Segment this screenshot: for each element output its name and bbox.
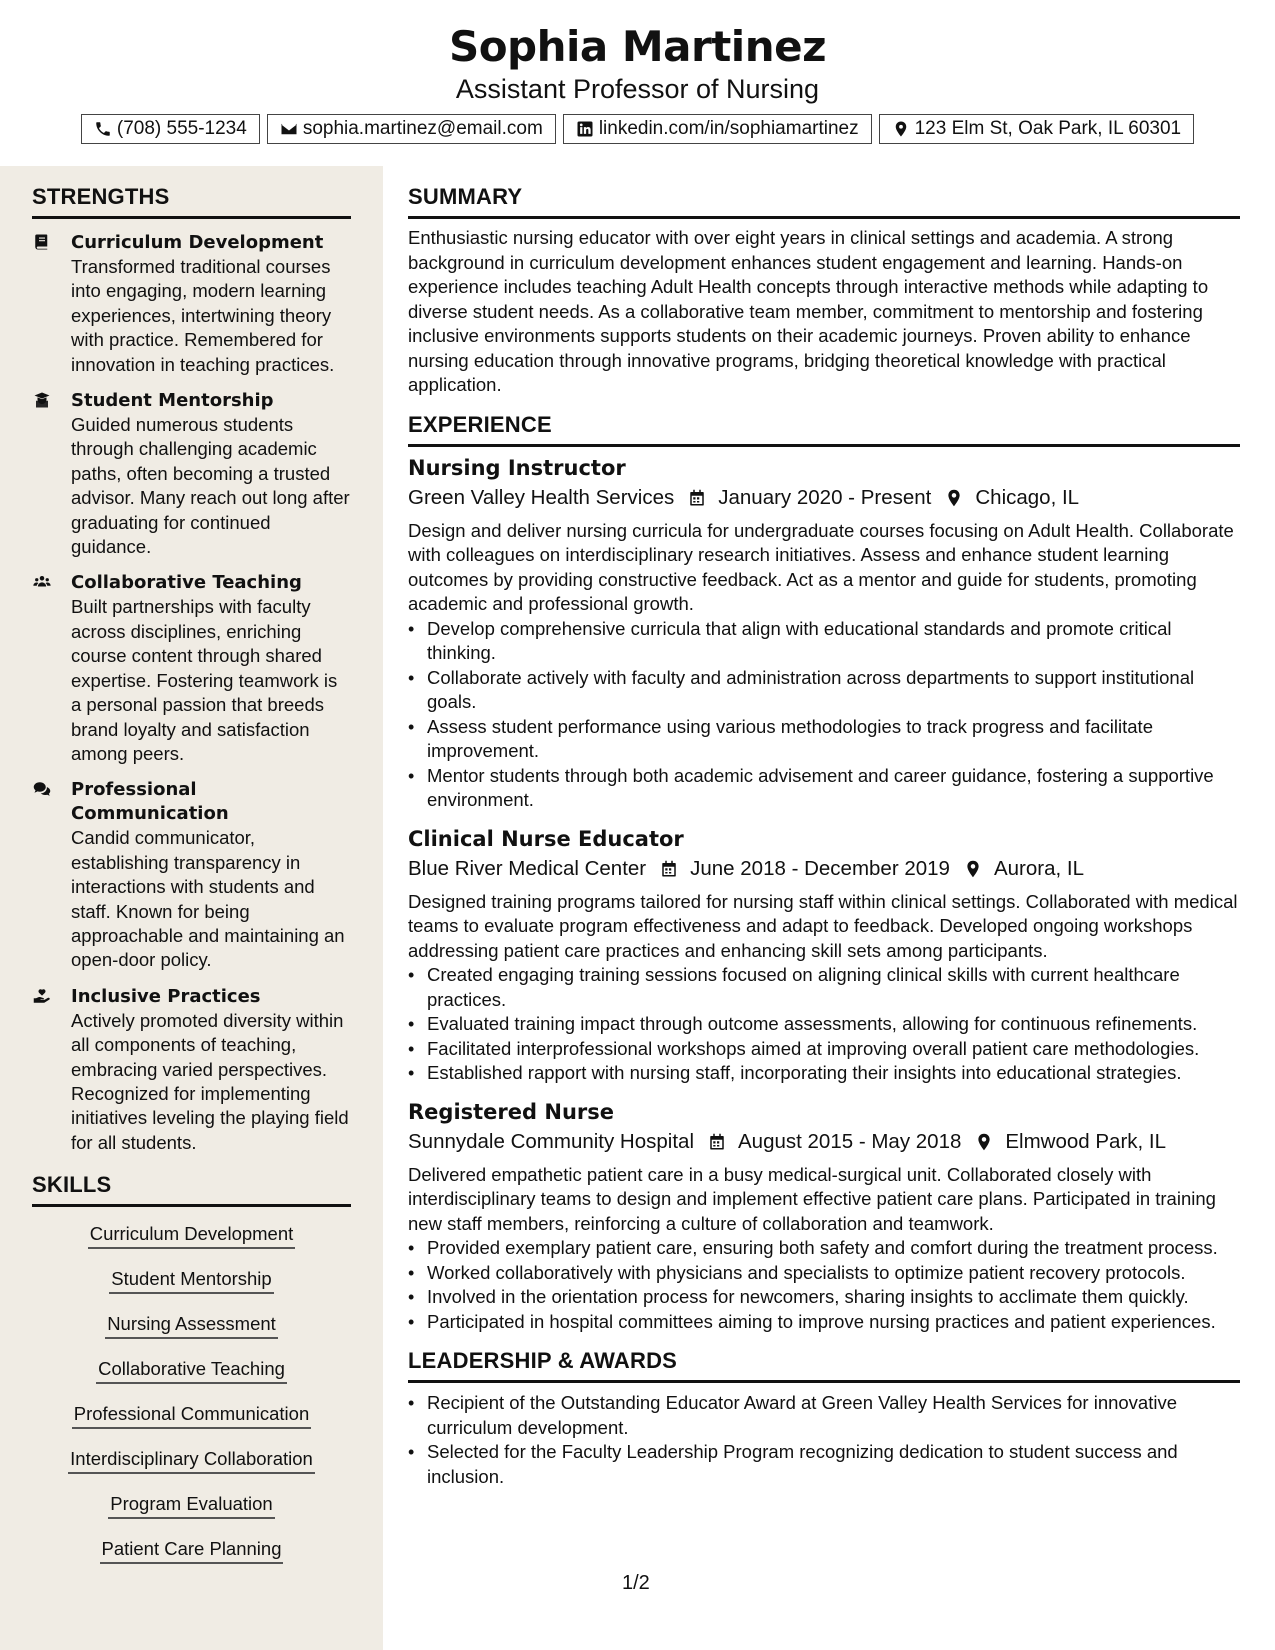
address-text: 123 Elm St, Oak Park, IL 60301: [914, 118, 1182, 139]
job-description: Delivered empathetic patient care in a busy medical-surgical unit. Collaborated closely with interdisciplinary teams to design and implement effective patient care plans. Participated in training new staff members, reinforcing a culture of collaboration and teamwork.: [408, 1163, 1216, 1234]
strength-desc: Candid communicator, establishing transparency in interactions with students and staff. Known for being approachable and maintaining an open-door policy.: [71, 827, 345, 971]
job-dates: June 2018 - December 2019: [690, 856, 950, 880]
phone-icon: [94, 120, 112, 138]
job-location: Elmwood Park, IL: [1005, 1129, 1167, 1153]
list-item: • Established rapport with nursing staff, incorporating their insights into educational strategies.: [408, 1061, 1240, 1086]
strength-item: [32, 778, 352, 972]
job-dates: January 2020 - Present: [718, 485, 932, 509]
leadership-list: [408, 1391, 1240, 1489]
calendar-icon: [660, 859, 678, 879]
strength-item: [32, 571, 352, 766]
skill-tag: Curriculum Development: [88, 1221, 296, 1249]
strength-item: [32, 231, 352, 377]
job-company: Blue River Medical Center: [408, 856, 647, 880]
candidate-headline: Assistant Professor of Nursing: [455, 74, 820, 104]
email-text: sophia.martinez@email.com: [302, 118, 543, 139]
summary-title: SUMMARY: [408, 184, 1240, 219]
list-item: • Selected for the Faculty Leadership Program recognizing dedication to student success and inclusion.: [408, 1440, 1240, 1489]
skills-section: [0, 1172, 383, 1581]
envelope-icon: [280, 120, 298, 138]
strength-title: Curriculum Development: [71, 232, 324, 253]
skill-tag: Patient Care Planning: [100, 1536, 284, 1564]
skill-tag: Student Mentorship: [109, 1266, 273, 1294]
list-item: • Created engaging training sessions focused on aligning clinical skills with current healthcare practices.: [408, 963, 1240, 1012]
strengths-title: STRENGTHS: [32, 184, 351, 219]
skill-tag: Professional Communication: [72, 1401, 311, 1429]
job-entry: [408, 1097, 1240, 1335]
job-dates: August 2015 - May 2018: [738, 1129, 962, 1153]
strength-item: [32, 389, 352, 559]
strength-desc: Actively promoted diversity within all components of teaching, embracing varied perspectives. Recognized for implementing initiatives leveling the playing field for all students.: [71, 1009, 349, 1153]
strength-title: Student Mentorship: [71, 390, 274, 412]
calendar-icon: [708, 1132, 726, 1152]
leadership-title: LEADERSHIP & AWARDS: [408, 1348, 1240, 1383]
job-description: Design and deliver nursing curricula for undergraduate courses focusing on Adult Health. Collaborate with colleagues on interdisciplinary research initiatives. Assess and enhance student learning outcomes by providing constructive feedback. Act as a mentor and guide for students, promoting academic and professional growth.: [408, 519, 1234, 614]
experience-title: EXPERIENCE: [408, 412, 1240, 447]
job-bullets: [408, 617, 1240, 813]
skills-list: [0, 1221, 383, 1581]
skill-tag: Program Evaluation: [108, 1491, 274, 1519]
resume-header: [0, 0, 1275, 166]
strengths-section: [0, 184, 383, 1155]
job-company: Sunnydale Community Hospital: [408, 1129, 694, 1153]
list-item: • Recipient of the Outstanding Educator Award at Green Valley Health Services for innovative curriculum development.: [408, 1391, 1240, 1440]
job-entry: [408, 453, 1240, 813]
list-item: • Collaborate actively with faculty and administration across departments to support institutional goals.: [408, 666, 1240, 715]
strength-title: Inclusive Practices: [71, 985, 261, 1007]
experience-section: [408, 412, 1240, 1335]
leadership-section: [408, 1348, 1240, 1489]
location-pin-icon: [975, 1132, 993, 1152]
summary-text: Enthusiastic nursing educator with over eight years in clinical settings and academia. A strong background in curriculum development enhances student engagement and learning. Hands-on experience includes teaching Adult Health concepts through interactive methods while adapting to diverse student needs. As a collaborative team member, commitment to mentorship and fostering inclusive environments supports students on their academic journeys. Proven ability to enhance nursing education through innovative programs, bridging theoretical knowledge with practical application.: [408, 227, 1209, 395]
sidebar: [0, 166, 383, 1650]
strength-item: [32, 985, 352, 1155]
job-meta: [408, 854, 1240, 884]
job-entry: [408, 824, 1240, 1086]
job-bullets: [408, 963, 1240, 1086]
users-icon: [32, 573, 54, 593]
location-pin-icon: [892, 120, 910, 138]
location-pin-icon: [964, 859, 982, 879]
calendar-icon: [688, 488, 706, 508]
job-location: Aurora, IL: [993, 856, 1084, 880]
strength-desc: Built partnerships with faculty across disciplines, enriching course content through shared expertise. Fostering teamwork is a personal passion that breeds brand loyalty and satisfaction among peers.: [71, 596, 338, 764]
comments-icon: [32, 780, 54, 800]
contact-bar: [0, 114, 1275, 144]
strength-title: Professional Communication: [71, 779, 229, 825]
job-bullets: [408, 1236, 1240, 1334]
contact-email[interactable]: [267, 114, 556, 144]
list-item: • Facilitated interprofessional workshops aimed at improving overall patient care methodologies.: [408, 1037, 1240, 1062]
hand-holding-heart-icon: [32, 987, 54, 1007]
job-company: Green Valley Health Services: [408, 485, 675, 509]
candidate-name: Sophia Martinez: [448, 22, 827, 71]
list-item: • Participated in hospital committees aiming to improve nursing practices and patient experiences.: [408, 1310, 1240, 1335]
contact-phone[interactable]: [81, 114, 260, 144]
linkedin-text: linkedin.com/in/sophiamartinez: [598, 118, 859, 139]
strength-desc: Guided numerous students through challenging academic paths, often becoming a trusted advisor. Many reach out long after graduating for continued guidance.: [71, 414, 350, 558]
skill-tag: Interdisciplinary Collaboration: [68, 1446, 315, 1474]
job-meta: [408, 483, 1240, 513]
linkedin-icon: [576, 120, 594, 138]
strength-title: Collaborative Teaching: [71, 572, 302, 594]
list-item: • Evaluated training impact through outcome assessments, allowing for continuous refinements.: [408, 1012, 1240, 1037]
list-item: • Develop comprehensive curricula that align with educational standards and promote critical thinking.: [408, 617, 1240, 666]
graduate-icon: [32, 391, 54, 411]
strength-desc: Transformed traditional courses into engaging, modern learning experiences, intertwining theory with practice. Remembered for innovation in teaching practices.: [71, 256, 335, 375]
list-item: • Provided exemplary patient care, ensuring both safety and comfort during the treatment process.: [408, 1236, 1240, 1261]
job-meta: [408, 1127, 1240, 1157]
skill-tag: Collaborative Teaching: [96, 1356, 287, 1384]
contact-linkedin[interactable]: [563, 114, 872, 144]
job-title: Registered Nurse: [408, 1099, 614, 1124]
page-number: 1/2: [622, 1572, 650, 1594]
phone-text: (708) 555-1234: [116, 118, 247, 139]
book-icon: [32, 233, 54, 253]
job-description: Designed training programs tailored for nursing staff within clinical settings. Collaborated with medical teams to evaluate program effectiveness and adapt to feedback. Developed ongoing workshops addressing patient care practices and enhancing skill sets among participants.: [408, 890, 1238, 961]
contact-address: [879, 114, 1195, 144]
location-pin-icon: [945, 488, 963, 508]
job-title: Clinical Nurse Educator: [408, 826, 684, 851]
skills-title: SKILLS: [32, 1172, 351, 1207]
main-column: [408, 166, 1240, 1489]
skill-tag: Nursing Assessment: [105, 1311, 278, 1339]
job-title: Nursing Instructor: [408, 455, 626, 480]
list-item: • Assess student performance using various methodologies to track progress and facilitate improvement.: [408, 715, 1240, 764]
job-location: Chicago, IL: [975, 485, 1080, 509]
list-item: • Mentor students through both academic advisement and career guidance, fostering a supportive environment.: [408, 764, 1240, 813]
summary-section: [408, 184, 1240, 398]
list-item: • Worked collaboratively with physicians and specialists to optimize patient recovery protocols.: [408, 1261, 1240, 1286]
list-item: • Involved in the orientation process for newcomers, sharing insights to acclimate them quickly.: [408, 1285, 1240, 1310]
